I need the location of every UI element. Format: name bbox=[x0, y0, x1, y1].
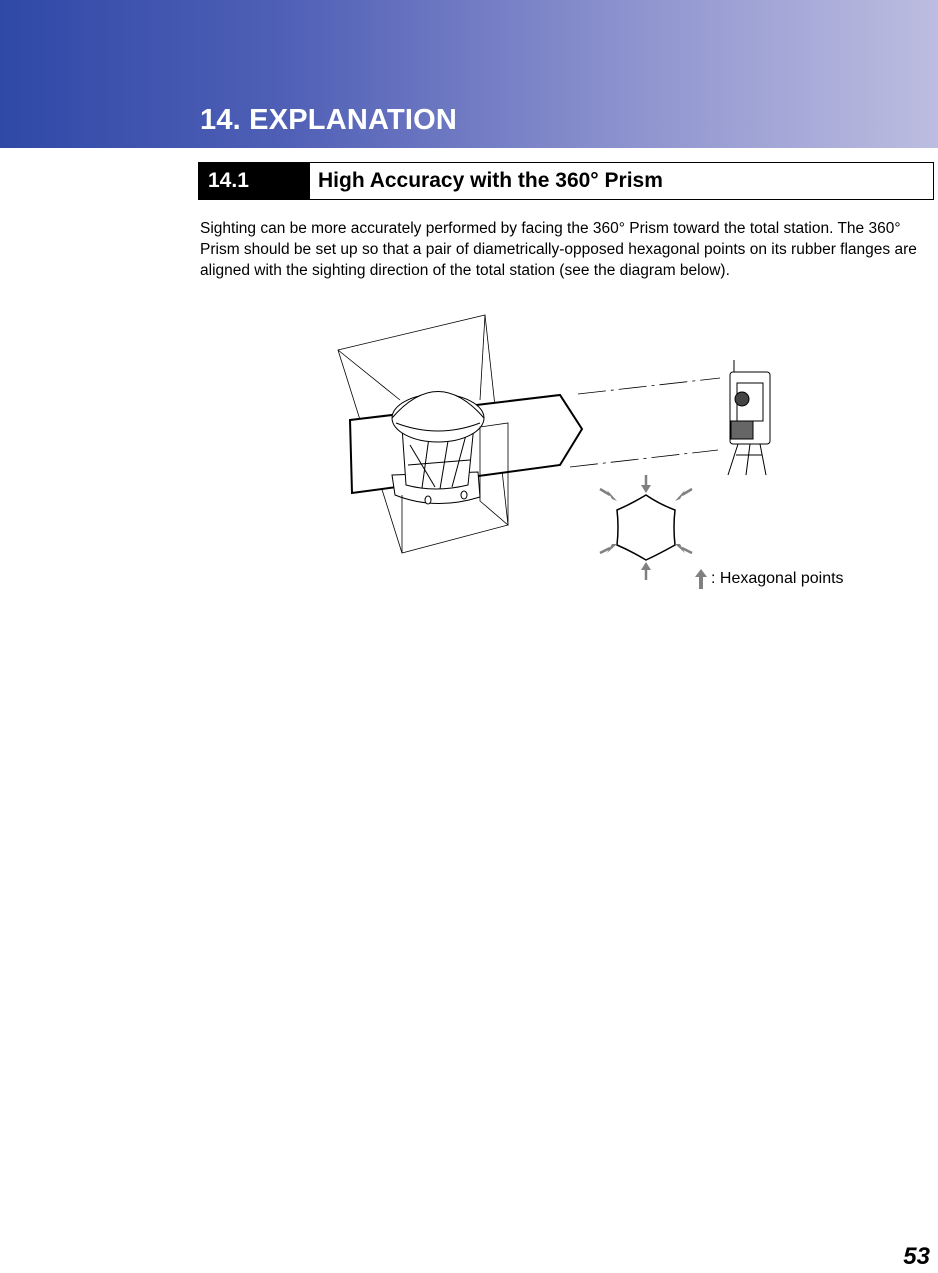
arrow-up-icon bbox=[695, 569, 707, 589]
total-station-icon bbox=[728, 360, 770, 475]
figure-legend bbox=[695, 569, 844, 589]
legend-label: : Hexagonal points bbox=[711, 570, 844, 587]
prism-360-icon bbox=[392, 392, 484, 505]
sighting-line-upper bbox=[578, 378, 720, 394]
chapter-title: 14. EXPLANATION bbox=[200, 104, 458, 136]
section-header bbox=[198, 162, 934, 200]
prism-alignment-diagram bbox=[330, 305, 870, 605]
hexagon-flange-icon bbox=[600, 475, 692, 580]
page-number: 53 bbox=[903, 1243, 930, 1270]
body-paragraph: Sighting can be more accurately performed by facing the 360° Prism toward the total station. The 360° Prism should be set up so that a pair of diametrically-opposed hexagonal points on its rubber flanges are aligned with the sighting direction of the total station (see the diagram below). bbox=[200, 220, 917, 279]
section-title: High Accuracy with the 360° Prism bbox=[318, 169, 663, 192]
chapter-banner bbox=[0, 0, 938, 148]
section-number: 14.1 bbox=[199, 163, 310, 199]
sighting-line-lower bbox=[570, 450, 718, 467]
